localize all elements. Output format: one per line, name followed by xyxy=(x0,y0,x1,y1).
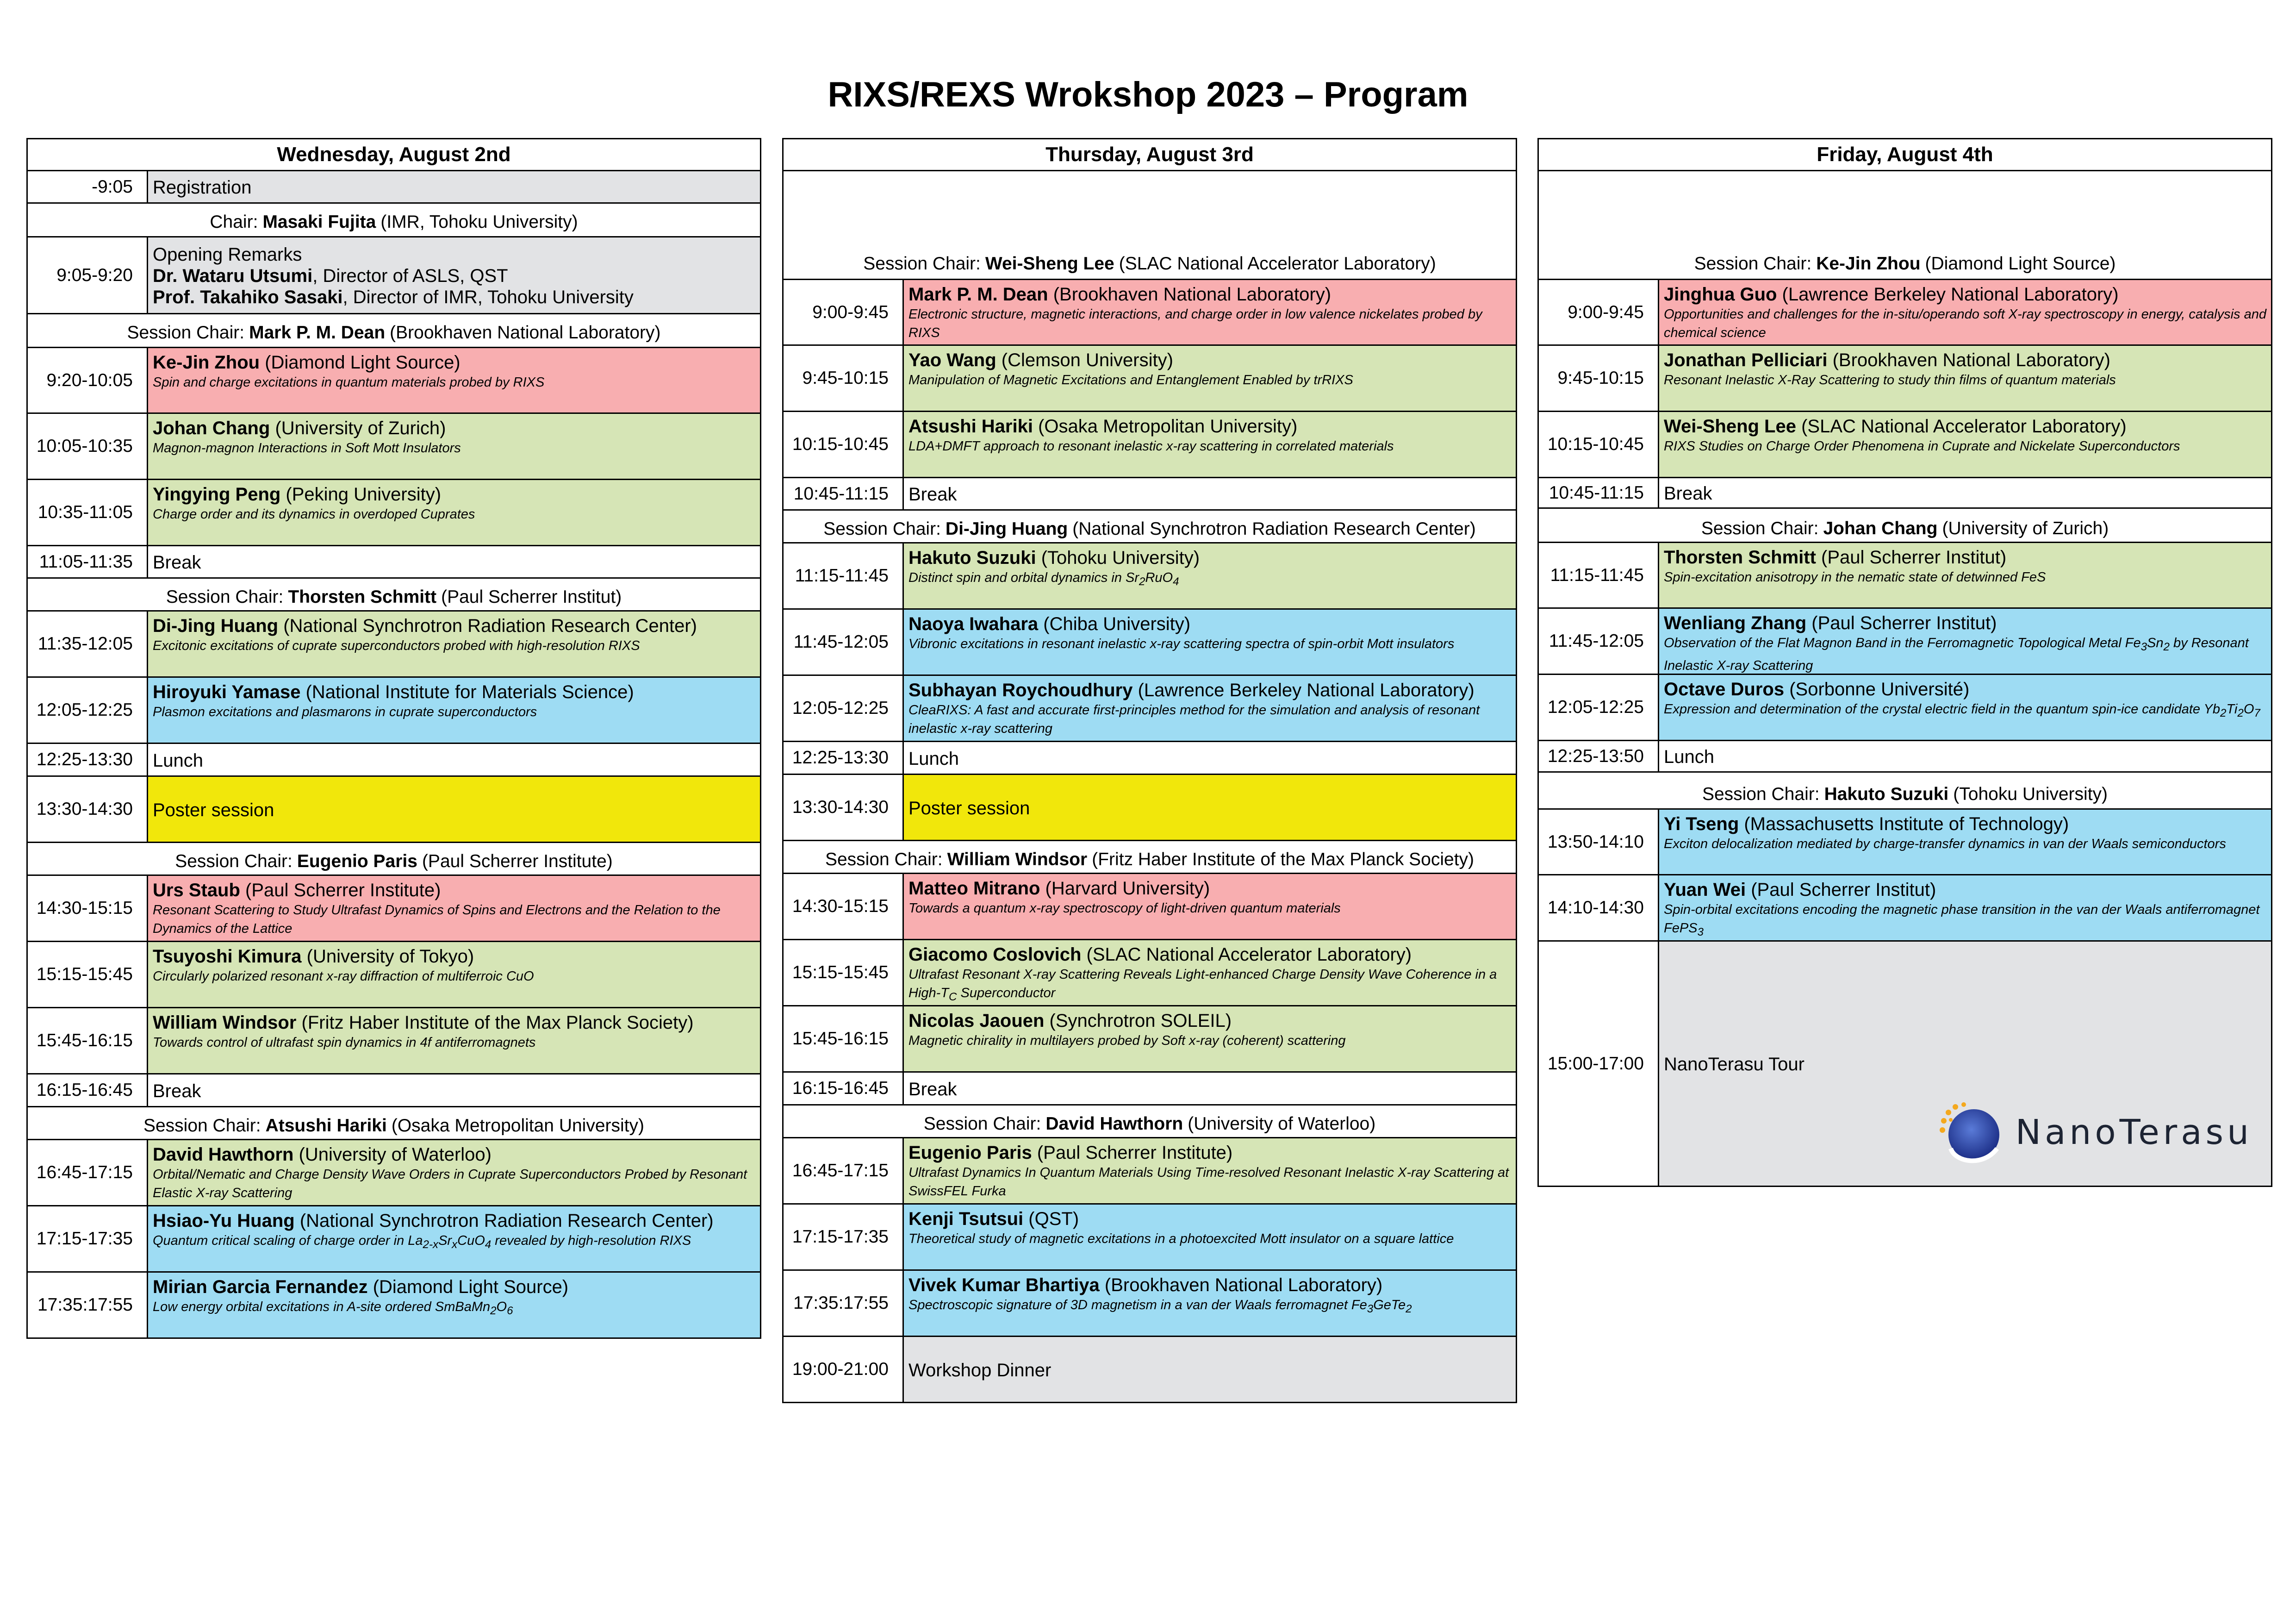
time-cell: 14:10-14:30 xyxy=(1539,875,1659,940)
time-cell: 11:05-11:35 xyxy=(28,546,148,577)
talk-row: 13:50-14:10 Yi Tseng (Massachusetts Institute of Technology) Exciton delocalization mediated by charge-transfer dynamics in van der Waals semiconductors xyxy=(1539,810,2271,875)
speaker-name: Mirian Garcia Fernandez xyxy=(153,1277,368,1297)
label: Workshop Dinner xyxy=(908,1360,1052,1380)
time-cell: 12:25-13:50 xyxy=(1539,741,1659,771)
talk-row: 10:15-10:45 Wei-Sheng Lee (SLAC National Accelerator Laboratory) RIXS Studies on Charge Order Phenomena in Cuprate and Nickelate Superconductors xyxy=(1539,412,2271,478)
label: Break xyxy=(153,1081,201,1101)
session-chair: Session Chair: Johan Chang (University of Zurich) xyxy=(1539,509,2271,543)
talk-row: 15:45-16:15 Nicolas Jaouen (Synchrotron SOLEIL) Magnetic chirality in multilayers probed by Soft x-ray (coherent) scattering xyxy=(784,1006,1516,1073)
time-cell: 16:15-16:45 xyxy=(784,1073,904,1104)
talk-title: Magnon-magnon Interactions in Soft Mott Insulators xyxy=(153,441,461,456)
label: Poster session xyxy=(153,800,274,820)
session-chair: Session Chair: Mark P. M. Dean (Brookhaven National Laboratory) xyxy=(28,314,760,348)
time-cell: 11:45-12:05 xyxy=(1539,609,1659,674)
time-cell: 9:45-10:15 xyxy=(784,346,904,411)
day-column-friday xyxy=(1537,138,2272,1187)
talk-title: Ultrafast Dynamics In Quantum Materials Using Time-resolved Resonant Inelastic X-ray Scattering at SwissFEL Furka xyxy=(908,1165,1509,1199)
talk-row: 9:45-10:15 Jonathan Pelliciari (Brookhaven National Laboratory) Resonant Inelastic X-Ray Scattering to study thin films of quantum materials xyxy=(1539,346,2271,412)
talk-row: 11:45-12:05 Wenliang Zhang (Paul Scherrer Institut) Observation of the Flat Magnon Band in the Ferromagnetic Topological Metal $Fe_3Sn_2$ by Resonant Inelastic X-ray Scattering xyxy=(1539,609,2271,675)
break-row xyxy=(1539,478,2271,509)
time-cell: 13:50-14:10 xyxy=(1539,810,1659,874)
speaker-name: Octave Duros xyxy=(1664,679,1785,700)
talk-row: 12:05-12:25 Octave Duros (Sorbonne Université) Expression and determination of the crystal electric field in the quantum spin-ice candidate $Yb_2Ti_2O_7$ xyxy=(1539,675,2271,741)
speaker-name: Giacomo Coslovich xyxy=(908,944,1082,965)
day-column-wednesday xyxy=(26,138,761,1339)
label: Registration xyxy=(153,177,252,198)
talk-row: 9:00-9:45 Jinghua Guo (Lawrence Berkeley National Laboratory) Opportunities and challenges for the in-situ/operando soft X-ray spectroscopy in energy, catalysis and chemical science xyxy=(1539,280,2271,346)
talk-title: Distinct spin and orbital dynamics in $Sr_2RuO_4$ xyxy=(908,570,1179,588)
speaker-name: Wei-Sheng Lee xyxy=(1664,416,1796,437)
talk-row: 11:15-11:45 Thorsten Schmitt (Paul Scherrer Institut) Spin-excitation anisotropy in the nematic state of detwinned FeS xyxy=(1539,543,2271,609)
talk-title: Observation of the Flat Magnon Band in the Ferromagnetic Topological Metal $Fe_3Sn_2$ by Resonant Inelastic X-ray Scattering xyxy=(1664,636,2249,673)
talk-row: 15:15-15:45 Giacomo Coslovich (SLAC National Accelerator Laboratory) Ultrafast Resonant X-ray Scattering Reveals Light-enhanced Charge Density Wave Coherence in a High-$T_C$ Superconductor xyxy=(784,940,1516,1006)
time-cell: 19:00-21:00 xyxy=(784,1337,904,1402)
time-cell: 17:15-17:35 xyxy=(784,1205,904,1269)
session-chair: Session Chair: Wei-Sheng Lee (SLAC National Accelerator Laboratory) xyxy=(784,171,1516,280)
talk-row: 10:05-10:35 Johan Chang (University of Zurich) Magnon-magnon Interactions in Soft Mott Insulators xyxy=(28,414,760,480)
session-chair: Session Chair: David Hawthorn (University of Waterloo) xyxy=(784,1106,1516,1138)
talk-title: Resonant Inelastic X-Ray Scattering to study thin films of quantum materials xyxy=(1664,373,2116,387)
talk-title: Low energy orbital excitations in A-site ordered $SmBaMn_2O_6$ xyxy=(153,1299,513,1317)
day-header: Friday, August 4th xyxy=(1539,138,2271,171)
talk-row: 12:05-12:25 Subhayan Roychoudhury (Lawrence Berkeley National Laboratory) CleaRIXS: A fast and accurate first-principles method for the simulation and analysis of resonant inelastic x-ray scattering xyxy=(784,676,1516,742)
talk-title: CleaRIXS: A fast and accurate first-principles method for the simulation and analysis of resonant inelastic x-ray scattering xyxy=(908,703,1480,736)
speaker-name: Vivek Kumar Bhartiya xyxy=(908,1275,1100,1295)
break-row xyxy=(784,478,1516,511)
schedule-row-registration xyxy=(28,171,760,204)
label: Lunch xyxy=(908,748,959,769)
time-cell: 9:00-9:45 xyxy=(1539,280,1659,344)
talk-row: 11:45-12:05 Naoya Iwahara (Chiba University) Vibronic excitations in resonant inelastic x-ray scattering spectra of spin-orbit Mott insulators xyxy=(784,610,1516,676)
lunch-row xyxy=(28,744,760,777)
talk-title: Plasmon excitations and plasmarons in cuprate superconductors xyxy=(153,705,537,719)
label: Break xyxy=(908,484,957,505)
label: Break xyxy=(1664,483,1712,504)
talk-title: Charge order and its dynamics in overdoped Cuprates xyxy=(153,507,475,522)
talk-row: 9:45-10:15 Yao Wang (Clemson University) Manipulation of Magnetic Excitations and Entanglement Enabled by trRIXS xyxy=(784,346,1516,412)
talk-title: Manipulation of Magnetic Excitations and Entanglement Enabled by trRIXS xyxy=(908,373,1353,387)
time-cell: 11:45-12:05 xyxy=(784,610,904,675)
speaker-name: Di-Jing Huang xyxy=(153,616,279,636)
session-chair: Session Chair: Eugenio Paris (Paul Scherrer Institute) xyxy=(28,843,760,876)
speaker-name: Yuan Wei xyxy=(1664,880,1746,900)
talk-title: Ultrafast Resonant X-ray Scattering Reveals Light-enhanced Charge Density Wave Coherence in a High-$T_C$ Superconductor xyxy=(908,967,1497,1003)
talk-title: Towards control of ultrafast spin dynamics in 4f antiferromagnets xyxy=(153,1035,536,1050)
talk-title: Quantum critical scaling of charge order in $La_{2-x}Sr_xCuO_4$ revealed by high-resolution RIXS xyxy=(153,1233,691,1251)
speaker-name: Wenliang Zhang xyxy=(1664,613,1807,633)
talk-row: 15:45-16:15 William Windsor (Fritz Haber Institute of the Max Planck Society) Towards control of ultrafast spin dynamics in 4f antiferromagnets xyxy=(28,1008,760,1074)
speaker-name: Hsiao-Yu Huang xyxy=(153,1211,295,1231)
page-title: RIXS/REXS Wrokshop 2023 – Program xyxy=(828,75,1468,114)
lunch-row xyxy=(1539,741,2271,773)
session-chair: Session Chair: Thorsten Schmitt (Paul Scherrer Institut) xyxy=(28,579,760,612)
time-cell: 10:35-11:05 xyxy=(28,480,148,545)
time-cell: -9:05 xyxy=(28,171,148,202)
talk-title: Excitonic excitations of cuprate superconductors probed with high-resolution RIXS xyxy=(153,638,640,653)
talk-title: Resonant Scattering to Study Ultrafast Dynamics of Spins and Electrons and the Relation to the Dynamics of the Lattice xyxy=(153,903,721,936)
day-column-thursday xyxy=(782,138,1517,1403)
speaker-name: Eugenio Paris xyxy=(908,1143,1032,1163)
session-chair: Chair: Masaki Fujita (IMR, Tohoku University) xyxy=(28,204,760,237)
speaker-name: Thorsten Schmitt xyxy=(1664,547,1816,568)
talk-title: Electronic structure, magnetic interactions, and charge order in low valence nickelates probed by RIXS xyxy=(908,307,1482,340)
talk-row: 17:35:17:55 Mirian Garcia Fernandez (Diamond Light Source) Low energy orbital excitations in A-site ordered $SmBaMn_2O_6$ xyxy=(28,1273,760,1339)
time-cell: 15:15-15:45 xyxy=(28,942,148,1007)
talk-row: 16:45-17:15 Eugenio Paris (Paul Scherrer Institute) Ultrafast Dynamics In Quantum Materials Using Time-resolved Resonant Inelastic X-ray Scattering at SwissFEL Furka xyxy=(784,1138,1516,1205)
label: Break xyxy=(908,1079,957,1099)
talk-row: 14:30-15:15 Urs Staub (Paul Scherrer Institute) Resonant Scattering to Study Ultrafast Dynamics of Spins and Electrons and the Relation to the Dynamics of the Lattice xyxy=(28,876,760,942)
time-cell: 10:45-11:15 xyxy=(784,478,904,509)
time-cell: 10:15-10:45 xyxy=(1539,412,1659,477)
talk-row: 11:35-12:05 Di-Jing Huang (National Synchrotron Radiation Research Center) Excitonic excitations of cuprate superconductors probed with high-resolution RIXS xyxy=(28,612,760,678)
talk-title: LDA+DMFT approach to resonant inelastic x-ray scattering in correlated materials xyxy=(908,439,1394,454)
tour-row xyxy=(1539,942,2271,1187)
poster-row xyxy=(28,777,760,843)
time-cell: 13:30-14:30 xyxy=(784,775,904,840)
time-cell: 17:15-17:35 xyxy=(28,1206,148,1271)
speaker-name: Nicolas Jaouen xyxy=(908,1011,1045,1031)
time-cell: 12:05-12:25 xyxy=(1539,675,1659,740)
speaker-name: Jonathan Pelliciari xyxy=(1664,350,1828,370)
speaker-name: Tsuyoshi Kimura xyxy=(153,946,302,967)
speaker-name: Atsushi Hariki xyxy=(908,416,1033,437)
time-cell: 13:30-14:30 xyxy=(28,777,148,842)
session-chair: Session Chair: William Windsor (Fritz Haber Institute of the Max Planck Society) xyxy=(784,841,1516,874)
break-row xyxy=(28,1074,760,1107)
speaker-name: Prof. Takahiko Sasaki xyxy=(153,287,343,307)
speaker-name: Subhayan Roychoudhury xyxy=(908,680,1133,700)
speaker-name: Mark P. M. Dean xyxy=(908,284,1048,305)
talk-row: 10:15-10:45 Atsushi Hariki (Osaka Metropolitan University) LDA+DMFT approach to resonant inelastic x-ray scattering in correlated materials xyxy=(784,412,1516,478)
talk-row: 9:20-10:05 Ke-Jin Zhou (Diamond Light Source) Spin and charge excitations in quantum materials probed by RIXS xyxy=(28,348,760,414)
talk-row: 16:45-17:15 David Hawthorn (University of Waterloo) Orbital/Nematic and Charge Density Wave Orders in Cuprate Superconductors Probed by Resonant Elastic X-ray Scattering xyxy=(28,1140,760,1206)
time-cell: 15:45-16:15 xyxy=(784,1006,904,1071)
speaker-name: Yingying Peng xyxy=(153,484,281,505)
talk-title: Expression and determination of the crystal electric field in the quantum spin-ice candidate $Yb_2Ti_2O_7$ xyxy=(1664,702,2260,719)
time-cell: 12:25-13:30 xyxy=(28,744,148,775)
time-cell: 14:30-15:15 xyxy=(28,876,148,941)
time-cell: 16:45-17:15 xyxy=(784,1138,904,1203)
label: Lunch xyxy=(153,750,203,771)
session-chair: Session Chair: Ke-Jin Zhou (Diamond Light Source) xyxy=(1539,171,2271,280)
talk-title: Orbital/Nematic and Charge Density Wave Orders in Cuprate Superconductors Probed by Resonant Elastic X-ray Scattering xyxy=(153,1167,747,1200)
speaker-name: Naoya Iwahara xyxy=(908,614,1039,634)
speaker-name: Hiroyuki Yamase xyxy=(153,682,301,702)
time-cell: 17:35:17:55 xyxy=(28,1273,148,1337)
break-row xyxy=(784,1073,1516,1106)
talk-row: 14:30-15:15 Matteo Mitrano (Harvard University) Towards a quantum x-ray spectroscopy of light-driven quantum materials xyxy=(784,874,1516,940)
speaker-name: William Windsor xyxy=(153,1012,297,1033)
time-cell: 10:05-10:35 xyxy=(28,414,148,479)
talk-row: 17:35:17:55 Vivek Kumar Bhartiya (Brookhaven National Laboratory) Spectroscopic signature of 3D magnetism in a van der Waals ferromagnet $Fe_3GeTe_2$ xyxy=(784,1271,1516,1337)
talk-title: Spin-orbital excitations encoding the magnetic phase transition in the van der Waals antiferromagnet FePS$_3$ xyxy=(1664,902,2260,938)
time-cell: 12:25-13:30 xyxy=(784,742,904,774)
label: NanoTerasu Tour xyxy=(1664,1054,1804,1074)
speaker-name: Jinghua Guo xyxy=(1664,284,1777,305)
nanoterasu-logo xyxy=(1937,1098,2252,1167)
session-chair: Session Chair: Di-Jing Huang (National Synchrotron Radiation Research Center) xyxy=(784,511,1516,543)
talk-row: 9:00-9:45 Mark P. M. Dean (Brookhaven National Laboratory) Electronic structure, magnetic interactions, and charge order in low valence nickelates probed by RIXS xyxy=(784,280,1516,346)
time-cell: 9:20-10:05 xyxy=(28,348,148,412)
time-cell: 15:45-16:15 xyxy=(28,1008,148,1073)
speaker-name: Dr. Wataru Utsumi xyxy=(153,266,313,286)
talk-row: 15:15-15:45 Tsuyoshi Kimura (University of Tokyo) Circularly polarized resonant x-ray diffraction of multiferroic CuO xyxy=(28,942,760,1008)
day-header: Thursday, August 3rd xyxy=(784,138,1516,171)
talk-row: 11:15-11:45 Hakuto Suzuki (Tohoku University) Distinct spin and orbital dynamics in $Sr_2RuO_4$ xyxy=(784,543,1516,610)
talk-title: Exciton delocalization mediated by charge-transfer dynamics in van der Waals semiconductors xyxy=(1664,837,2226,851)
talk-title: Circularly polarized resonant x-ray diffraction of multiferroic CuO xyxy=(153,969,534,984)
time-cell: 12:05-12:25 xyxy=(784,676,904,741)
talk-title: Spin and charge excitations in quantum materials probed by RIXS xyxy=(153,375,545,390)
time-cell: 17:35:17:55 xyxy=(784,1271,904,1336)
poster-row xyxy=(784,775,1516,841)
label: Lunch xyxy=(1664,747,1714,767)
time-cell: 15:15-15:45 xyxy=(784,940,904,1005)
session-chair: Session Chair: Hakuto Suzuki (Tohoku University) xyxy=(1539,773,2271,810)
talk-title: RIXS Studies on Charge Order Phenomena in Cuprate and Nickelate Superconductors xyxy=(1664,439,2180,454)
speaker-name: Yi Tseng xyxy=(1664,814,1739,834)
talk-row: 12:05-12:25 Hiroyuki Yamase (National Institute for Materials Science) Plasmon excitations and plasmarons in cuprate superconductors xyxy=(28,678,760,744)
speaker-name: Yao Wang xyxy=(908,350,996,370)
label: Opening Remarks xyxy=(153,244,302,265)
speaker-name: Ke-Jin Zhou xyxy=(153,352,260,373)
speaker-name: David Hawthorn xyxy=(153,1144,294,1165)
talk-row: 14:10-14:30 Yuan Wei (Paul Scherrer Institut) Spin-orbital excitations encoding the magnetic phase transition in the van der Waals antiferromagnet FePS$_3$ xyxy=(1539,875,2271,942)
talk-row: 17:15-17:35 Kenji Tsutsui (QST) Theoretical study of magnetic excitations in a photoexcited Mott insulator on a square lattice xyxy=(784,1205,1516,1271)
time-cell: 11:35-12:05 xyxy=(28,612,148,676)
talk-row: 17:15-17:35 Hsiao-Yu Huang (National Synchrotron Radiation Research Center) Quantum critical scaling of charge order in $La_{2-x}Sr_xCuO_4$ revealed by high-resolution RIXS xyxy=(28,1206,760,1273)
talk-title: Spin-excitation anisotropy in the nematic state of detwinned FeS xyxy=(1664,570,2046,585)
talk-title: Spectroscopic signature of 3D magnetism in a van der Waals ferromagnet $Fe_3GeTe_2$ xyxy=(908,1298,1412,1315)
talk-title: Opportunities and challenges for the in-situ/operando soft X-ray spectroscopy in energy, catalysis and chemical science xyxy=(1664,307,2266,340)
time-cell: 14:30-15:15 xyxy=(784,874,904,939)
label: Break xyxy=(153,552,201,573)
talk-title: Towards a quantum x-ray spectroscopy of light-driven quantum materials xyxy=(908,901,1341,916)
talk-title: Magnetic chirality in multilayers probed by Soft x-ray (coherent) scattering xyxy=(908,1033,1346,1048)
time-cell: 11:15-11:45 xyxy=(1539,543,1659,607)
time-cell: 16:45-17:15 xyxy=(28,1140,148,1205)
time-cell: 15:00-17:00 xyxy=(1539,942,1659,1186)
speaker-name: Johan Chang xyxy=(153,418,270,438)
time-cell: 9:45-10:15 xyxy=(1539,346,1659,411)
label: Poster session xyxy=(908,798,1030,818)
speaker-name: Matteo Mitrano xyxy=(908,878,1040,899)
time-cell: 12:05-12:25 xyxy=(28,678,148,743)
talk-title: Theoretical study of magnetic excitations in a photoexcited Mott insulator on a square lattice xyxy=(908,1231,1454,1246)
talk-row: 10:35-11:05 Yingying Peng (Peking University) Charge order and its dynamics in overdoped Cuprates xyxy=(28,480,760,546)
speaker-name: Urs Staub xyxy=(153,880,240,900)
day-header: Wednesday, August 2nd xyxy=(28,138,760,171)
time-cell: 9:05-9:20 xyxy=(28,237,148,313)
lunch-row xyxy=(784,742,1516,775)
time-cell: 10:15-10:45 xyxy=(784,412,904,477)
dinner-row xyxy=(784,1337,1516,1403)
nanoterasu-logo-icon xyxy=(1937,1098,2006,1167)
nanoterasu-logo-text: NanoTerasu xyxy=(2015,1112,2252,1152)
time-cell: 16:15-16:45 xyxy=(28,1074,148,1106)
session-chair: Session Chair: Atsushi Hariki (Osaka Metropolitan University) xyxy=(28,1107,760,1140)
schedule-row-opening: 9:05-9:20 Opening Remarks Dr. Wataru Utsumi, Director of ASLS, QST Prof. Takahiko Sasaki, Director of IMR, Tohoku University xyxy=(28,237,760,314)
speaker-name: Kenji Tsutsui xyxy=(908,1209,1024,1229)
speaker-name: Hakuto Suzuki xyxy=(908,548,1036,568)
break-row xyxy=(28,546,760,579)
time-cell: 11:15-11:45 xyxy=(784,543,904,608)
talk-title: Vibronic excitations in resonant inelastic x-ray scattering spectra of spin-orbit Mott insulators xyxy=(908,637,1455,651)
time-cell: 9:00-9:45 xyxy=(784,280,904,344)
time-cell: 10:45-11:15 xyxy=(1539,478,1659,507)
